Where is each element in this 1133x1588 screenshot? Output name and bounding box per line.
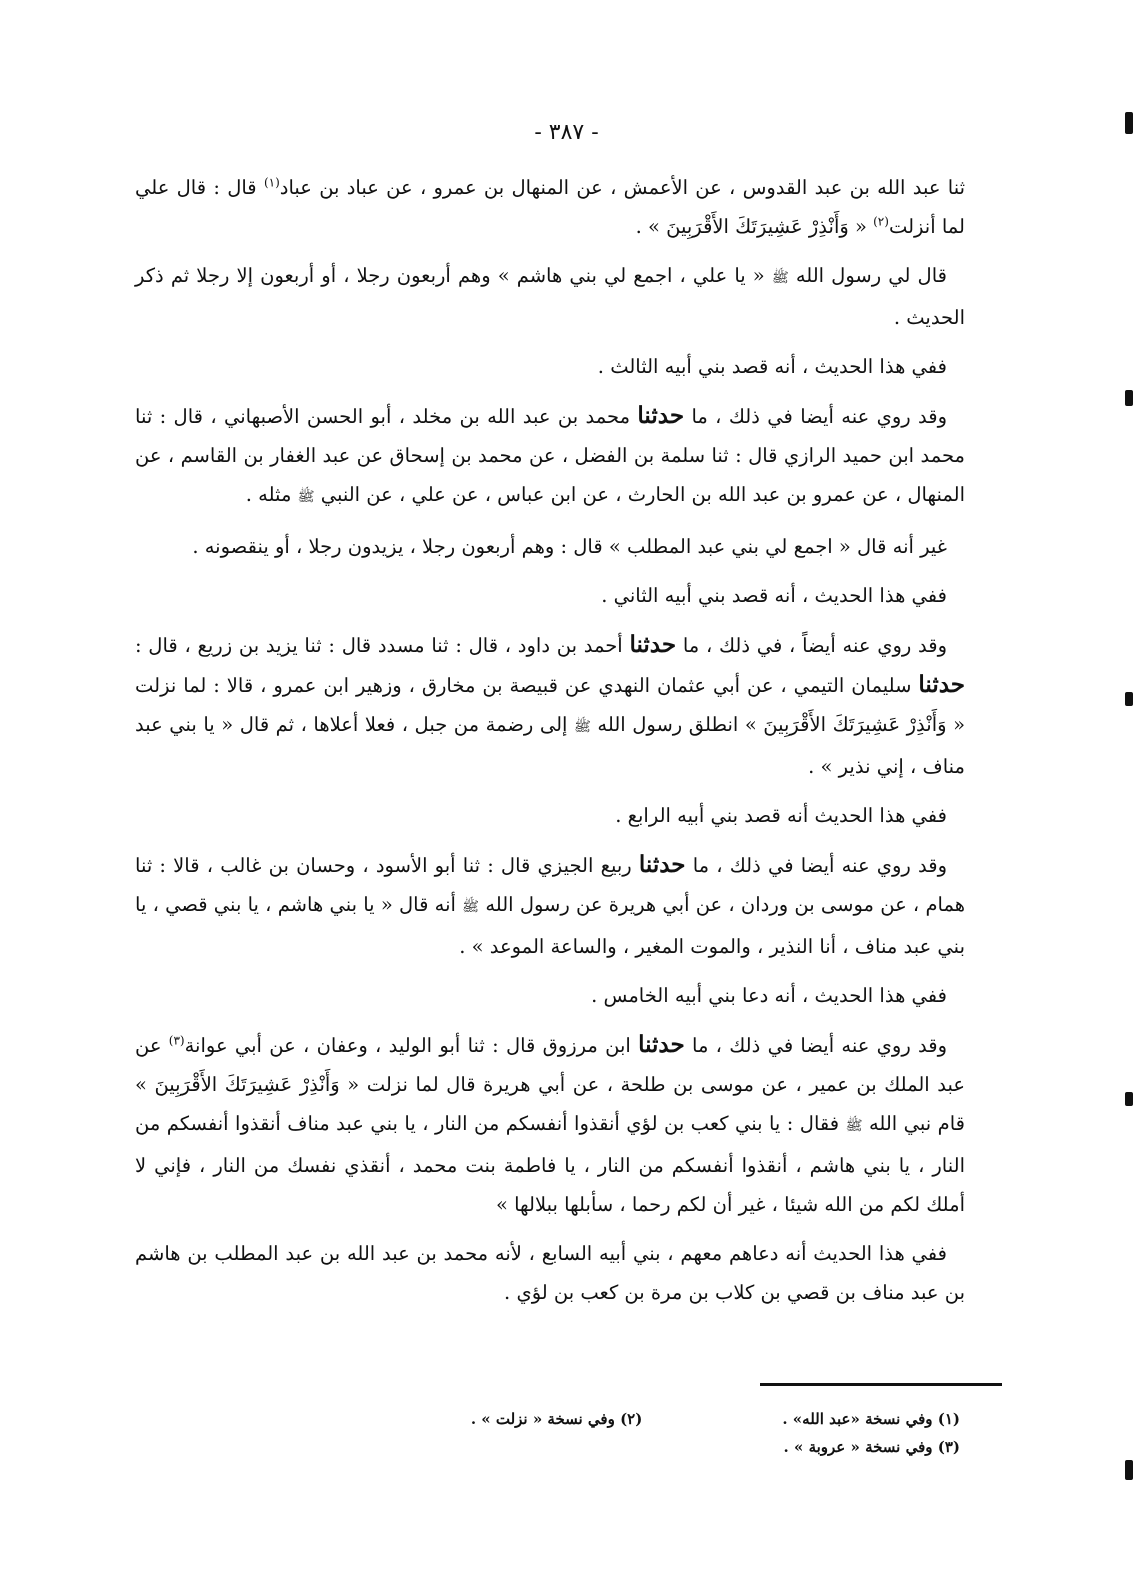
paragraph-text: وقد روي عنه أيضا في ذلك ، ما	[691, 405, 948, 428]
haddathana-word: حدثنا	[637, 402, 685, 429]
paragraph-8	[135, 796, 965, 835]
paragraph-text: قال لي رسول الله	[795, 264, 947, 287]
paragraph-5	[135, 527, 965, 566]
paragraph-10	[135, 976, 965, 1015]
paragraph-6	[135, 576, 965, 615]
paragraph-text: وقد روي عنه أيضاً ، في ذلك ، ما	[682, 634, 948, 657]
scan-edge-mark	[1125, 692, 1133, 706]
scan-edge-mark	[1125, 1092, 1133, 1106]
paragraph-3	[135, 347, 965, 386]
paragraph-text: قال : قال علي لما أنزلت	[135, 176, 965, 238]
salawat-symbol: ﷺ	[297, 489, 315, 505]
footnote-3: (٣) وفي نسخة « عروبة » .	[783, 1438, 960, 1456]
paragraph-9	[135, 845, 965, 966]
paragraph-12	[135, 1234, 965, 1312]
paragraph-text: « يا علي ، اجمع لي بني هاشم » وهم أربعون رجلا ، أو أربعون إلا رجلا ثم ذكر الحديث .	[135, 264, 965, 329]
paragraph-text: ففي هذا الحديث أنه دعاهم معهم ، بني أبيه السابع ، لأنه محمد بن عبد الله بن عبد المطلب بن هاشم بن عبد مناف بن قصي بن كلاب بن مرة بن كعب بن لؤي .	[135, 1242, 965, 1304]
scan-edge-mark	[1125, 112, 1133, 134]
footnote-ref-3: (٣)	[168, 1033, 185, 1048]
paragraph-2	[135, 256, 965, 337]
salawat-symbol: ﷺ	[771, 270, 789, 286]
paragraph-text: ففي هذا الحديث ، أنه قصد بني أبيه الثاني .	[601, 584, 947, 607]
paragraph-7	[135, 625, 965, 786]
paragraph-text: سليمان التيمي ، عن أبي عثمان النهدي عن قبيصة بن مخارق ، وزهير ابن عمرو ، قالا : لما نزلت « وَأَنْذِرْ عَشِيرَتَكَ الأَقْرَبِينَ » انطلق رسول الله	[135, 674, 965, 736]
paragraph-text: ففي هذا الحديث أنه قصد بني أبيه الرابع .	[615, 804, 947, 827]
scan-edge-mark	[1125, 390, 1133, 406]
footnote-ref-2: (٢)	[873, 214, 889, 229]
paragraph-text: أنه قال « يا بني هاشم ، يا بني قصي ، يا بني عبد مناف ، أنا النذير ، والموت المغير ، والساعة الموعد » .	[135, 893, 965, 958]
paragraph-text: ربيع الجيزي قال : ثنا أبو الأسود ، وحسان بن غالب ، قالا : ثنا همام ، عن موسى بن وردان ، عن أبي هريرة عن رسول الله	[135, 854, 966, 916]
paragraph-1	[135, 168, 965, 246]
footnote-ref-1: (١)	[263, 175, 280, 190]
footnote-row	[300, 1405, 960, 1433]
footnote-2: (٢) وفي نسخة « نزلت » .	[470, 1410, 643, 1428]
paragraph-4	[135, 396, 965, 517]
main-text	[135, 168, 965, 1322]
paragraph-text: غير أنه قال « اجمع لي بني عبد المطلب » قال : وهم أربعون رجلا ، يزيدون رجلا ، أو ينقصونه .	[192, 535, 947, 558]
paragraph-text: أحمد بن داود ، قال : ثنا مسدد قال : ثنا يزيد بن زريع ، قال :	[135, 634, 623, 657]
haddathana-word: حدثنا	[638, 851, 686, 878]
paragraph-text: وقد روي عنه أيضا في ذلك ، ما	[692, 1034, 947, 1057]
haddathana-word: حدثنا	[638, 1031, 685, 1058]
paragraph-text: عن عبد الملك بن عمير ، عن موسى بن طلحة ، عن أبي هريرة قال لما نزلت « وَأَنْذِرْ عَشِيرَتَكَ الأَقْرَبِينَ » قام نبي الله	[135, 1034, 965, 1135]
paragraph-text: إلى رضمة من جبل ، فعلا أعلاها ، ثم قال « يا بني عبد مناف ، إني نذير » .	[135, 713, 965, 778]
paragraph-text: ابن مرزوق قال : ثنا أبو الوليد ، وعفان ، عن أبي عوانة	[184, 1034, 631, 1057]
haddathana-word: حدثنا	[918, 671, 966, 698]
paragraph-text: فقال : يا بني كعب بن لؤي أنقذوا أنفسكم من النار ، يا بني عبد مناف أنقذوا أنفسكم من النار ، يا بني هاشم ، أنقذوا أنفسكم من النار ، يا فاطمة بنت محمد ، أنقذي نفسك من النار ، فإني لا أملك لكم من الله شيئا ، غير أن لكم رحما ، سأبلها ببلالها »	[135, 1112, 965, 1216]
paragraph-text: مثله .	[245, 483, 292, 506]
paragraph-text: وقد روي عنه أيضا في ذلك ، ما	[692, 854, 948, 877]
haddathana-word: حدثنا	[629, 631, 677, 658]
paragraph-text: محمد بن عبد الله بن مخلد ، أبو الحسن الأصبهاني ، قال : ثنا محمد ابن حميد الرازي قال : ثنا سلمة بن الفضل ، عن محمد بن إسحاق عن عبد الغفار بن القاسم ، عن المنهال ، عن عمرو بن عبد الله بن الحارث ، عن ابن عباس ، عن علي ، عن النبي	[135, 405, 965, 506]
paragraph-text: ثنا عبد الله بن عبد القدوس ، عن الأعمش ، عن المنهال بن عمرو ، عن عباد بن عباد	[279, 176, 966, 199]
page-number: - ٣٨٧ -	[534, 120, 599, 145]
quran-quote: « وَأَنْذِرْ عَشِيرَتَكَ الأَقْرَبِينَ » .	[635, 215, 867, 238]
footnote-divider	[760, 1383, 1002, 1386]
salawat-symbol: ﷺ	[845, 1118, 863, 1134]
footnote-1: (١) وفي نسخة «عبد الله» .	[782, 1410, 960, 1428]
paragraph-text: ففي هذا الحديث ، أنه قصد بني أبيه الثالث .	[597, 355, 947, 378]
footnote-row	[300, 1433, 960, 1461]
salawat-symbol: ﷺ	[573, 719, 591, 735]
paragraph-text: ففي هذا الحديث ، أنه دعا بني أبيه الخامس .	[591, 984, 947, 1007]
salawat-symbol: ﷺ	[462, 899, 480, 915]
paragraph-11	[135, 1025, 965, 1224]
footnotes	[300, 1405, 960, 1461]
scan-edge-mark	[1125, 1460, 1133, 1480]
